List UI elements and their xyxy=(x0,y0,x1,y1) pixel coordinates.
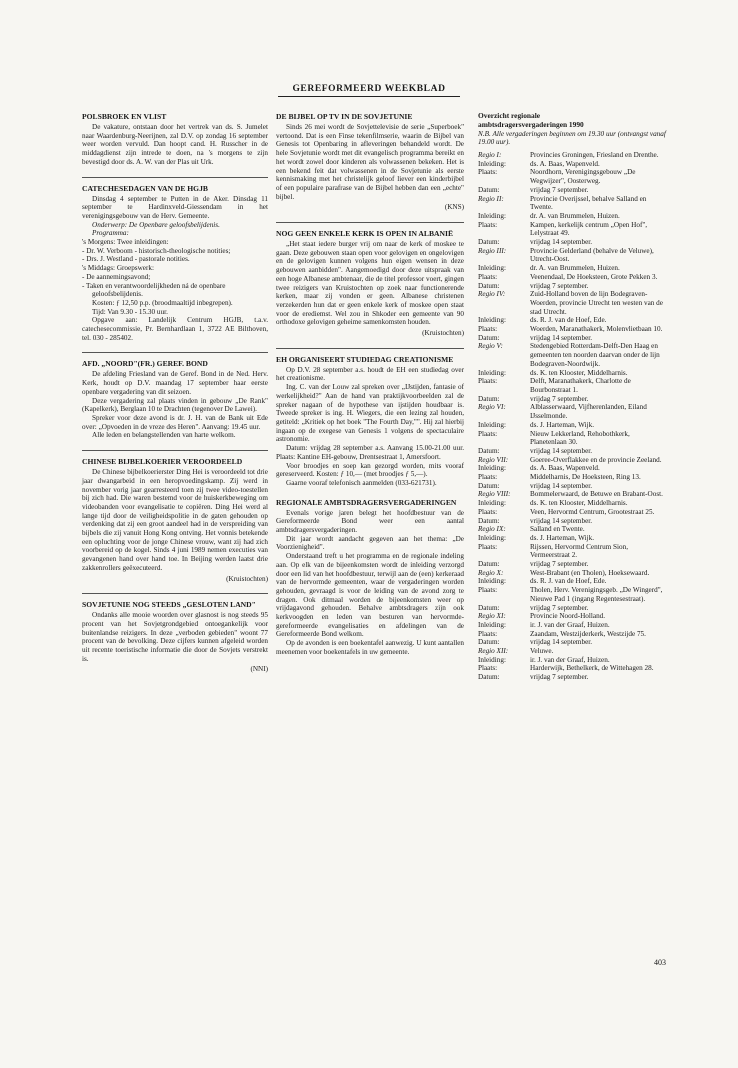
article-paragraph: Evenals vorige jaren belegt het hoofdbestuur van de Gereformeerde Bond weer een aantal ambtsdragersvergaderingen. xyxy=(276,508,464,535)
regio-value: vrijdag 14 september. xyxy=(530,446,593,455)
regio-label: Regio VI: xyxy=(478,403,506,412)
regio-value: ds. A. Baas, Wapenveld. xyxy=(530,464,600,473)
article-paragraph: Dit jaar wordt aandacht gegeven aan het thema: „De Voorzienigheid". xyxy=(276,534,464,552)
regio-label: Plaats: xyxy=(478,586,498,595)
article-chinese-courier xyxy=(82,457,268,583)
regio-row-plaats xyxy=(478,273,668,282)
regio-row-plaats xyxy=(478,377,668,394)
regio-label: Datum: xyxy=(478,481,500,490)
regio-row-inleiding xyxy=(478,369,668,378)
regio-row-plaats xyxy=(478,168,668,185)
regio-row-regio xyxy=(478,342,668,368)
regio-value: vrijdag 7 september. xyxy=(530,281,589,290)
regio-label: Inleiding: xyxy=(478,464,506,473)
regio-value: Provincie Gelderland (behalve de Veluwe), Utrecht-Oost. xyxy=(530,246,654,264)
regio-row-plaats xyxy=(478,430,668,447)
article-title: CHINESE BIJBELKOERIER VEROORDEELD xyxy=(82,457,243,467)
regio-label: Regio III: xyxy=(478,246,507,255)
regio-label: Inleiding: xyxy=(478,577,506,586)
article-time: Tijd: Van 9.30 - 15.30 uur. xyxy=(92,307,168,316)
regio-row-datum xyxy=(478,517,668,526)
article-paragraph: Gaarne vooraf telefonisch aanmelden (033-621731). xyxy=(286,478,437,487)
regio-row-datum xyxy=(478,673,668,682)
regio-row-regio xyxy=(478,290,668,316)
regio-label: Plaats: xyxy=(478,272,498,281)
regio-value: vrijdag 14 september. xyxy=(530,481,593,490)
regio-value: ds. J. Harteman, Wijk. xyxy=(530,420,595,429)
regio-label: Datum: xyxy=(478,638,500,647)
regio-row-datum xyxy=(478,334,668,343)
regio-row-inleiding xyxy=(478,316,668,325)
regio-label: Inleiding: xyxy=(478,159,506,168)
article-source: (Kruistochten) xyxy=(226,574,268,583)
divider xyxy=(276,348,464,349)
regio-label: Datum: xyxy=(478,446,500,455)
article-afternoon: 's Middags: Groepswerk: xyxy=(82,264,154,273)
regio-label: Inleiding: xyxy=(478,368,506,377)
regio-value: Delft, Maranathakerk, Charlotte de Bourbonstraat 1. xyxy=(530,377,631,394)
regio-value: ds. J. Harteman, Wijk. xyxy=(530,533,595,542)
article-paragraph: Deze vergadering zal plaats vinden in gebouw „De Rank" (Kapelkerk), Berglaan 10 te Drachten (tegenover De Lawei). xyxy=(82,396,268,414)
list-item: - De aannemingsavond; xyxy=(82,272,151,281)
regio-label: Regio V: xyxy=(478,342,503,351)
article-body: „Het staat iedere burger vrij om naar de kerk of moskee te gaan. Deze gebouwen staan open voor gelovigen en ongelovigen en de gelovigen kunnen volgens hun eigen wensen in deze gebouwen aanbidden". Aangemoedigd door deze uitspraak van een hoge Albanese ambtenaar, die de titel professor voert, gingen twee reizigers van Kruistochten op zoek naar functionerende kerken, maar zij vonden er geen. Albanese christenen verzekerden hun dat er geen enkele kerk of moskee open staat voor de erediemst. Wel zou in Shkoder een gemeente van 90 orthodoxe gelovigen geheime samenkomsten houden. xyxy=(276,240,464,327)
regio-value: Zuid-Holland boven de lijn Bodegraven-Woerden, provincie Utrecht ten westen van de stad Utrecht. xyxy=(530,290,663,316)
article-title: POLSBROEK EN VLIST xyxy=(82,112,167,121)
regio-label: Plaats: xyxy=(478,325,498,334)
regio-list xyxy=(478,151,668,682)
article-costs: Kosten: ƒ 12,50 p.p. (broodmaaltijd inbegrepen). xyxy=(92,298,233,307)
article-title: DE BIJBEL OP TV IN DE SOVJETUNIE xyxy=(276,112,413,121)
regio-value: ds. R. J. van de Hoef, Ede. xyxy=(530,316,607,325)
regio-value: Noordhorn, Verenigingsgebouw „De Wegwijzer", Oosterweg. xyxy=(530,168,636,186)
regio-value: ir. J. van der Graaf, Huizen. xyxy=(530,620,610,629)
regio-label: Datum: xyxy=(478,185,500,194)
list-item: - Drs. J. Westland - pastorale notities. xyxy=(82,255,190,264)
regio-row-regio xyxy=(478,569,668,578)
article-paragraph: Onderstaand treft u het programma en de regionale indeling aan. Op elk van de bijeenkomsten wordt de inleiding verzorgd door een lid van het hoofdbestuur, terwijl aan de (een) kerkeraad van de hervormde gemeenten, waar de vergaderingen worden gehouden, gevraagd is voor de leiding van de avond zorg te dragen. Ook ditmaal worden de bijeenkomsten weer op vrijdagavond gehouden. Behalve ambtsdragers zijn ook kerkvoogden en leden van besturen van hervormde-gereformeerde evangelisaties en afdelingen van de Gereformeerde Bond welkom. xyxy=(276,552,464,639)
regio-label: Plaats: xyxy=(478,429,498,438)
regio-row-inleiding xyxy=(478,656,668,665)
regio-label: Plaats: xyxy=(478,542,498,551)
regio-label: Plaats: xyxy=(478,507,498,516)
article-title: REGIONALE AMBTSDRAGERSVERGADERINGEN xyxy=(276,497,457,507)
regio-row-inleiding xyxy=(478,534,668,543)
regio-row-regio xyxy=(478,151,668,160)
article-paragraph: Ing. C. van der Louw zal spreken over „IJstijden, fantasie of werkelijkheid?" Aan de hand van praktijkvoorbeelden zal de spreker nagaan of de hypothese van ijstijden houdbaar is. Tweede spreker is ing. H. Wiegers, die een lezing zal houden, getiteld: „Kritiek op het boek "The Fourth Day,"". Hij zal hierbij ingaan op de exegese van Genesis 1 volgens de spectaculaire astronomie. xyxy=(276,383,464,444)
regio-label: Regio XII: xyxy=(478,647,509,656)
regio-label: Datum: xyxy=(478,281,500,290)
article-paragraph: Alle leden en belangstellenden van harte welkom. xyxy=(92,431,236,440)
regio-label: Regio I: xyxy=(478,151,502,159)
divider xyxy=(82,352,268,353)
regio-value: vrijdag 7 september. xyxy=(530,560,589,569)
divider xyxy=(82,177,268,178)
regio-row-inleiding xyxy=(478,421,668,430)
article-paragraph: Op D.V. 28 september a.s. houdt de EH een studiedag over het creationisme. xyxy=(276,365,464,383)
article-paragraph: Voor broodjes en soep kan gezorgd worden, mits vooraf gereserveerd. Kosten: ƒ 10,— (met broodjes ƒ 5,—). xyxy=(276,461,464,479)
regio-value: Middelharnis, De Hoeksteen, Ring 13. xyxy=(530,473,641,482)
regio-value: Salland en Twente. xyxy=(530,525,585,534)
regio-label: Regio VIII: xyxy=(478,490,511,499)
article-title: CATECHESEDAGEN VAN DE HGJB xyxy=(82,183,208,193)
article-body: De Chinese bijbelkoerierster Ding Hei is veroordeeld tot drie jaar dwangarbeid in een heropvoedingskamp. Zij werd in november vorig jaar gearresteerd toen zij twee video-toestellen bij zich had. Die waren bestemd voor de huiskerkbeweging om videobanden voor evangelisatie te copiëren. Ding Hei werd al lange tijd door de veiligheidspolitie in de gaten gehouden op verdenking dat zij een groot aandeel had in de verspreiding van bijbels die zij vanuit Hong Kong ontving. Het vonnis betekende een opluchting voor de jonge Chinese vrouw, want zij had zich voorbereid op de kogel. Sinds 4 juni 1989 nemen executies van gevangenen hand over hand toe. In Beijing werden laatst drie zakkenrollers geëxecuteerd. xyxy=(82,468,268,572)
regio-row-datum xyxy=(478,282,668,291)
regio-row-inleiding xyxy=(478,621,668,630)
regio-row-regio xyxy=(478,195,668,212)
regio-value: dr. A. van Brummelen, Huizen. xyxy=(530,211,620,220)
regio-row-plaats xyxy=(478,664,668,673)
regio-value: vrijdag 7 september. xyxy=(530,185,589,194)
morning-list xyxy=(82,247,268,264)
regio-label: Plaats: xyxy=(478,629,498,638)
afternoon-list xyxy=(82,273,268,299)
regio-value: vrijdag 14 september. xyxy=(530,638,593,647)
regio-label: Inleiding: xyxy=(478,420,506,429)
list-item: - Dr. W. Verboom - historisch-theologische notities; xyxy=(82,246,231,255)
divider xyxy=(82,593,268,594)
regio-label: Datum: xyxy=(478,333,500,342)
article-title: EH ORGANISEERT STUDIEDAG CREATIONISME xyxy=(276,354,454,364)
article-program-label: Programma: xyxy=(92,229,129,238)
column-middle xyxy=(276,112,464,667)
regio-value: Veluwe. xyxy=(530,647,554,656)
regio-value: Harderwijk, Bethelkerk, de Wittehagen 28. xyxy=(530,664,654,673)
regio-label: Inleiding: xyxy=(478,316,506,325)
article-eh-creationisme xyxy=(276,355,464,488)
regio-value: Zaandam, Westzijderkerk, Westzijde 75. xyxy=(530,629,646,638)
article-title: AFD. „NOORD"(FR.) GEREF. BOND xyxy=(82,359,208,369)
regio-label: Datum: xyxy=(478,603,500,612)
article-title: SOVJETUNIE NOG STEEDS „GESLOTEN LAND" xyxy=(82,600,256,610)
regio-value: vrijdag 14 september. xyxy=(530,516,593,525)
article-sovjet-closed xyxy=(82,600,268,674)
column-right xyxy=(478,112,668,682)
regio-label: Plaats: xyxy=(478,377,498,386)
regio-value: Woerden, Maranathakerk, Molenvlietbaan 10. xyxy=(530,325,663,334)
regio-value: Nieuw Lekkerland, Rehobothkerk, Planetenlaan 30. xyxy=(530,429,630,447)
column-left xyxy=(82,112,268,684)
list-item: - Taken en verantwoordelijkheden ná de openbare geloofsbelijdenis. xyxy=(82,281,226,299)
regio-label: Plaats: xyxy=(478,664,498,673)
article-source: (NNI) xyxy=(250,665,268,674)
regio-value: ds. K. ten Klooster, Middelharnis. xyxy=(530,499,628,508)
article-subject: Onderwerp: De Openbare geloofsbelijdenis. xyxy=(92,220,220,229)
regio-value: ds. A. Baas, Wapenveld. xyxy=(530,159,600,168)
regio-row-regio xyxy=(478,490,668,499)
regio-value: West-Brabant (en Tholen), Hoeksewaard. xyxy=(530,568,650,577)
article-bijbel-tv xyxy=(276,112,464,212)
regio-label: Regio II: xyxy=(478,194,504,203)
article-paragraph: Spreker voor deze avond is dr. J. H. van de Bank uit Ede over: „Opvoeden in de vreze des Heren". Aanvang: 19.45 uur. xyxy=(82,413,268,431)
regio-value: vrijdag 7 september. xyxy=(530,603,589,612)
article-paragraph: Datum: vrijdag 28 september a.s. Aanvang 15.00-21.00 uur. Plaats: Kantine EH-gebouw, Drentsestraat 1, Amersfoort. xyxy=(276,444,464,461)
regio-label: Regio IV: xyxy=(478,290,506,299)
regio-value: vrijdag 14 september. xyxy=(530,333,593,342)
article-body: Sinds 26 mei wordt de Sovjettelevisie de serie „Superboek" vertoond. Dat is een Finse tekenfilmserie, waarin de Bijbel van Genesis tot Openbaring in afleveringen behandeld wordt. De hele Sovjetunie wordt met dit evangelisch programma bereikt en het wordt zowel door kinderen als volwassenen bekeken. Het is een bekend feit dat volwassenen in de Sovjetunie als eerste kennismaking met het christelijk geloof liever een kinderbijbel of een populaire parafrase van de Bijbel hebben dan een „echte" bijbel. xyxy=(276,123,464,201)
masthead: GEREFORMEERD WEEKBLAD xyxy=(278,84,460,97)
article-morning: 's Morgens: Twee inleidingen: xyxy=(82,238,169,247)
regio-label: Regio X: xyxy=(478,568,504,577)
divider xyxy=(276,222,464,223)
regio-row-plaats xyxy=(478,221,668,238)
regio-value: Stedengebied Rotterdam-Delft-Den Haag en gemeenten ten noorden daarvan onder de lijn Bodegraven-Noordwijk. xyxy=(530,342,660,368)
article-polsbroek xyxy=(82,112,268,167)
regio-row-regio xyxy=(478,403,668,420)
regio-row-datum xyxy=(478,638,668,647)
regio-row-plaats xyxy=(478,325,668,334)
regio-label: Regio XI: xyxy=(478,612,506,621)
regio-value: dr. A. van Brummelen, Huizen. xyxy=(530,264,620,273)
regio-label: Plaats: xyxy=(478,220,498,229)
regio-row-datum xyxy=(478,560,668,569)
regio-row-inleiding xyxy=(478,464,668,473)
regio-value: Rijssen, Hervormd Centrum Sion, Vermeerstraat 2. xyxy=(530,542,629,560)
regio-label: Datum: xyxy=(478,394,500,403)
regio-value: ir. J. van der Graaf, Huizen. xyxy=(530,655,610,664)
regio-row-datum xyxy=(478,238,668,247)
regio-value: Provincies Groningen, Friesland en Drenthe. xyxy=(530,151,659,159)
regio-label: Regio VII: xyxy=(478,455,509,464)
regio-value: ds. K. ten Klooster, Middelharnis. xyxy=(530,368,628,377)
regio-label: Inleiding: xyxy=(478,211,506,220)
regio-value: Bommelerwaard, de Betuwe en Brabant-Oost. xyxy=(530,490,663,499)
regio-row-inleiding xyxy=(478,577,668,586)
regio-row-inleiding xyxy=(478,212,668,221)
regio-label: Datum: xyxy=(478,516,500,525)
regio-row-regio xyxy=(478,647,668,656)
article-paragraph: De afdeling Friesland van de Geref. Bond in de Ned. Herv. Kerk, houdt op D.V. maandag 17 september haar eerste openbare vergadering van dit seizoen. xyxy=(82,370,268,396)
regio-label: Datum: xyxy=(478,673,500,682)
regio-value: vrijdag 7 september. xyxy=(530,673,589,682)
overview-title: Overzicht regionale xyxy=(478,111,541,120)
regio-label: Datum: xyxy=(478,238,500,247)
article-regionale xyxy=(276,498,464,657)
regio-value: Provincie Noord-Holland. xyxy=(530,612,606,621)
regio-label: Regio IX: xyxy=(478,525,506,534)
regio-value: Alblasserwaard, Vijfherenlanden, Eiland IJsselmonde. xyxy=(530,403,647,421)
regio-row-datum xyxy=(478,604,668,613)
regio-row-plaats xyxy=(478,630,668,639)
overview-note: N.B. Alle vergaderingen beginnen om 19.30 uur (ontvangst vanaf 19.00 uur). xyxy=(478,129,666,147)
article-paragraph: Op de avonden is een boekentafel aanwezig. U kunt aantallen meenemen voor boekentafels in uw gemeente. xyxy=(276,639,464,656)
regio-value: vrijdag 14 september. xyxy=(530,238,593,247)
regio-label: Inleiding: xyxy=(478,620,506,629)
regio-value: Kampen, kerkelijk centrum „Open Hof", Lelystraat 49. xyxy=(530,220,648,238)
regio-label: Inleiding: xyxy=(478,264,506,273)
regio-row-plaats xyxy=(478,473,668,482)
regio-value: vrijdag 7 september. xyxy=(530,394,589,403)
article-body: De vakature, ontstaan door het vertrek van ds. S. Jumelet naar Waardenburg-Neerijnen, zal D.V. op zondag 16 september weer worden vervuld. Dan hoopt cand. H. Russcher in de middagdienst zijn intrede te doen, na 's morgens te zijn bevestigd door ds. A. W. van der Plas uit Urk. xyxy=(82,123,268,166)
article-source: (KNS) xyxy=(444,203,464,212)
overview-title-2: ambtsdragersvergaderingen 1990 xyxy=(478,119,584,129)
regio-row-regio xyxy=(478,247,668,264)
regio-value: ds. R. J. van de Hoef, Ede. xyxy=(530,577,607,586)
regio-row-plaats xyxy=(478,586,668,603)
regio-label: Inleiding: xyxy=(478,499,506,508)
page-number: 403 xyxy=(654,958,666,967)
regio-row-plaats xyxy=(478,543,668,560)
regio-row-plaats xyxy=(478,508,668,517)
regio-row-datum xyxy=(478,447,668,456)
regio-value: Tholen, Herv. Verenigingsgeb. „De Wingerd", Nieuwe Pad 1 (ingang Regentesestraat). xyxy=(530,586,663,603)
article-albanie xyxy=(276,229,464,338)
regio-row-regio xyxy=(478,456,668,465)
regio-value: Veenendaal, De Hoeksteen, Grote Pekken 3. xyxy=(530,272,658,281)
regio-value: Provincie Overijssel, behalve Salland en Twente. xyxy=(530,194,647,212)
divider xyxy=(82,450,268,451)
article-registration: Opgave aan: Landelijk Centrum HGJB, t.a.v. catechesecommissie, Pr. Bernhardlaan 1, 3722 AE Bilthoven, tel. 030 - 285402. xyxy=(82,316,268,342)
article-catechese xyxy=(82,184,268,343)
regio-row-inleiding xyxy=(478,499,668,508)
article-paragraph: Dinsdag 4 september te Putten in de Aker. Dinsdag 11 september te Hardinxveld-Giessendam in het verenigingsgebouw van de Herv. Gemeente. xyxy=(82,194,268,220)
article-afd-noord xyxy=(82,359,268,440)
regio-row-regio xyxy=(478,525,668,534)
regio-row-inleiding xyxy=(478,160,668,169)
regio-row-datum xyxy=(478,482,668,491)
regio-row-regio xyxy=(478,612,668,621)
regio-label: Inleiding: xyxy=(478,655,506,664)
regio-row-datum xyxy=(478,395,668,404)
article-title: NOG GEEN ENKELE KERK IS OPEN IN ALBANIË xyxy=(276,229,454,239)
regio-label: Plaats: xyxy=(478,473,498,482)
regio-label: Datum: xyxy=(478,560,500,569)
article-body: Ondanks alle mooie woorden over glasnost is nog steeds 95 procent van het Sovjetgrondgebied ontoegankelijk voor buitenlandse reizigers. In deze „verboden gebieden" woont 77 procent van de bevolking. Deze cijfers kunnen afgeleid worden uit recente toeristische informatie die door de Sovjets verstrekt is. xyxy=(82,611,268,663)
regio-row-inleiding xyxy=(478,264,668,273)
regio-row-datum xyxy=(478,186,668,195)
regio-value: Goeree-Overflakkee en de provincie Zeeland. xyxy=(530,455,662,464)
regio-label: Inleiding: xyxy=(478,533,506,542)
regio-value: Veen, Hervormd Centrum, Grootestraat 25. xyxy=(530,507,655,516)
regio-label: Plaats: xyxy=(478,168,498,177)
article-source: (Kruistochten) xyxy=(422,329,464,338)
